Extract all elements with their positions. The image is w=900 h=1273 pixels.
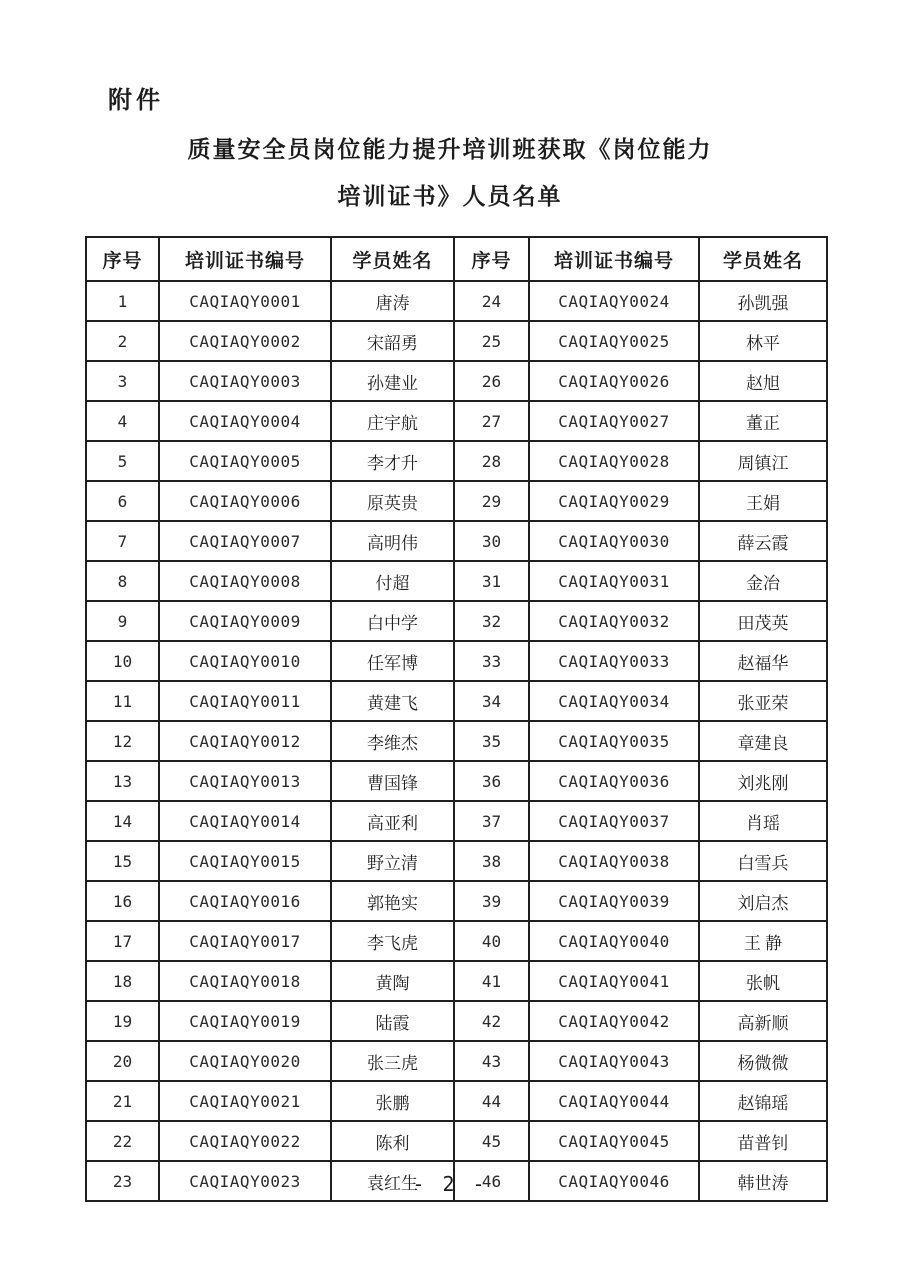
name-cell: 白雪兵 bbox=[699, 841, 827, 881]
name-cell: 唐涛 bbox=[331, 281, 454, 321]
index-cell: 39 bbox=[454, 881, 529, 921]
index-cell: 46 bbox=[454, 1161, 529, 1201]
cert-number-cell: CAQIAQY0041 bbox=[529, 961, 699, 1001]
index-cell: 7 bbox=[86, 521, 159, 561]
cert-number-cell: CAQIAQY0037 bbox=[529, 801, 699, 841]
column-header: 序号 bbox=[454, 237, 529, 281]
table-row bbox=[86, 961, 827, 1001]
cert-number-cell: CAQIAQY0045 bbox=[529, 1121, 699, 1161]
index-cell: 38 bbox=[454, 841, 529, 881]
name-cell: 张帆 bbox=[699, 961, 827, 1001]
table-row bbox=[86, 921, 827, 961]
cert-number-cell: CAQIAQY0038 bbox=[529, 841, 699, 881]
cert-number-cell: CAQIAQY0004 bbox=[159, 401, 331, 441]
index-cell: 45 bbox=[454, 1121, 529, 1161]
name-cell: 袁红生 bbox=[331, 1161, 454, 1201]
index-cell: 30 bbox=[454, 521, 529, 561]
name-cell: 任军博 bbox=[331, 641, 454, 681]
cert-number-cell: CAQIAQY0029 bbox=[529, 481, 699, 521]
name-cell: 刘启杰 bbox=[699, 881, 827, 921]
table-header-row bbox=[86, 237, 827, 281]
index-cell: 13 bbox=[86, 761, 159, 801]
cert-number-cell: CAQIAQY0043 bbox=[529, 1041, 699, 1081]
table-row bbox=[86, 641, 827, 681]
cert-number-cell: CAQIAQY0031 bbox=[529, 561, 699, 601]
roster-table bbox=[85, 236, 828, 1202]
name-cell: 陆霞 bbox=[331, 1001, 454, 1041]
name-cell: 孙凯强 bbox=[699, 281, 827, 321]
attachment-label: 附件 bbox=[108, 88, 164, 114]
index-cell: 14 bbox=[86, 801, 159, 841]
index-cell: 27 bbox=[454, 401, 529, 441]
index-cell: 1 bbox=[86, 281, 159, 321]
table-row bbox=[86, 681, 827, 721]
cert-number-cell: CAQIAQY0023 bbox=[159, 1161, 331, 1201]
index-cell: 15 bbox=[86, 841, 159, 881]
cert-number-cell: CAQIAQY0034 bbox=[529, 681, 699, 721]
table-row bbox=[86, 841, 827, 881]
index-cell: 42 bbox=[454, 1001, 529, 1041]
index-cell: 22 bbox=[86, 1121, 159, 1161]
cert-number-cell: CAQIAQY0042 bbox=[529, 1001, 699, 1041]
table-row bbox=[86, 761, 827, 801]
table-row bbox=[86, 801, 827, 841]
index-cell: 12 bbox=[86, 721, 159, 761]
cert-number-cell: CAQIAQY0040 bbox=[529, 921, 699, 961]
cert-number-cell: CAQIAQY0012 bbox=[159, 721, 331, 761]
cert-number-cell: CAQIAQY0036 bbox=[529, 761, 699, 801]
index-cell: 17 bbox=[86, 921, 159, 961]
page-number: - 2 - bbox=[412, 1172, 488, 1196]
index-cell: 9 bbox=[86, 601, 159, 641]
cert-number-cell: CAQIAQY0044 bbox=[529, 1081, 699, 1121]
cert-number-cell: CAQIAQY0028 bbox=[529, 441, 699, 481]
name-cell: 苗普钊 bbox=[699, 1121, 827, 1161]
name-cell: 李飞虎 bbox=[331, 921, 454, 961]
cert-number-cell: CAQIAQY0015 bbox=[159, 841, 331, 881]
cert-number-cell: CAQIAQY0021 bbox=[159, 1081, 331, 1121]
name-cell: 高新顺 bbox=[699, 1001, 827, 1041]
name-cell: 曹国锋 bbox=[331, 761, 454, 801]
name-cell: 郭艳实 bbox=[331, 881, 454, 921]
index-cell: 43 bbox=[454, 1041, 529, 1081]
table-row bbox=[86, 1041, 827, 1081]
index-cell: 40 bbox=[454, 921, 529, 961]
name-cell: 董正 bbox=[699, 401, 827, 441]
name-cell: 金冶 bbox=[699, 561, 827, 601]
cert-number-cell: CAQIAQY0020 bbox=[159, 1041, 331, 1081]
column-header: 序号 bbox=[86, 237, 159, 281]
cert-number-cell: CAQIAQY0003 bbox=[159, 361, 331, 401]
name-cell: 庄宇航 bbox=[331, 401, 454, 441]
cert-number-cell: CAQIAQY0008 bbox=[159, 561, 331, 601]
index-cell: 41 bbox=[454, 961, 529, 1001]
index-cell: 25 bbox=[454, 321, 529, 361]
index-cell: 20 bbox=[86, 1041, 159, 1081]
table-row bbox=[86, 441, 827, 481]
column-header: 培训证书编号 bbox=[529, 237, 699, 281]
name-cell: 王 静 bbox=[699, 921, 827, 961]
column-header: 学员姓名 bbox=[331, 237, 454, 281]
cert-number-cell: CAQIAQY0005 bbox=[159, 441, 331, 481]
index-cell: 23 bbox=[86, 1161, 159, 1201]
name-cell: 赵福华 bbox=[699, 641, 827, 681]
name-cell: 张鹏 bbox=[331, 1081, 454, 1121]
column-header: 学员姓名 bbox=[699, 237, 827, 281]
index-cell: 21 bbox=[86, 1081, 159, 1121]
index-cell: 35 bbox=[454, 721, 529, 761]
name-cell: 陈利 bbox=[331, 1121, 454, 1161]
cert-number-cell: CAQIAQY0033 bbox=[529, 641, 699, 681]
cert-number-cell: CAQIAQY0026 bbox=[529, 361, 699, 401]
cert-number-cell: CAQIAQY0018 bbox=[159, 961, 331, 1001]
cert-number-cell: CAQIAQY0024 bbox=[529, 281, 699, 321]
table-row bbox=[86, 521, 827, 561]
index-cell: 24 bbox=[454, 281, 529, 321]
cert-number-cell: CAQIAQY0019 bbox=[159, 1001, 331, 1041]
cert-number-cell: CAQIAQY0017 bbox=[159, 921, 331, 961]
cert-number-cell: CAQIAQY0046 bbox=[529, 1161, 699, 1201]
cert-number-cell: CAQIAQY0014 bbox=[159, 801, 331, 841]
cert-number-cell: CAQIAQY0011 bbox=[159, 681, 331, 721]
name-cell: 刘兆刚 bbox=[699, 761, 827, 801]
index-cell: 3 bbox=[86, 361, 159, 401]
index-cell: 33 bbox=[454, 641, 529, 681]
cert-number-cell: CAQIAQY0025 bbox=[529, 321, 699, 361]
name-cell: 韩世涛 bbox=[699, 1161, 827, 1201]
page-title-line1: 质量安全员岗位能力提升培训班获取《岗位能力 bbox=[187, 137, 713, 162]
index-cell: 29 bbox=[454, 481, 529, 521]
cert-number-cell: CAQIAQY0007 bbox=[159, 521, 331, 561]
index-cell: 4 bbox=[86, 401, 159, 441]
index-cell: 34 bbox=[454, 681, 529, 721]
index-cell: 6 bbox=[86, 481, 159, 521]
name-cell: 王娟 bbox=[699, 481, 827, 521]
name-cell: 宋韶勇 bbox=[331, 321, 454, 361]
table-row bbox=[86, 281, 827, 321]
index-cell: 28 bbox=[454, 441, 529, 481]
table-row bbox=[86, 721, 827, 761]
table-row bbox=[86, 361, 827, 401]
name-cell: 赵锦瑶 bbox=[699, 1081, 827, 1121]
name-cell: 付超 bbox=[331, 561, 454, 601]
name-cell: 原英贵 bbox=[331, 481, 454, 521]
cert-number-cell: CAQIAQY0030 bbox=[529, 521, 699, 561]
name-cell: 孙建业 bbox=[331, 361, 454, 401]
name-cell: 野立清 bbox=[331, 841, 454, 881]
index-cell: 16 bbox=[86, 881, 159, 921]
name-cell: 杨微微 bbox=[699, 1041, 827, 1081]
name-cell: 李维杰 bbox=[331, 721, 454, 761]
cert-number-cell: CAQIAQY0013 bbox=[159, 761, 331, 801]
table-row bbox=[86, 1121, 827, 1161]
cert-number-cell: CAQIAQY0027 bbox=[529, 401, 699, 441]
name-cell: 黄陶 bbox=[331, 961, 454, 1001]
cert-number-cell: CAQIAQY0039 bbox=[529, 881, 699, 921]
cert-number-cell: CAQIAQY0009 bbox=[159, 601, 331, 641]
index-cell: 44 bbox=[454, 1081, 529, 1121]
name-cell: 林平 bbox=[699, 321, 827, 361]
index-cell: 36 bbox=[454, 761, 529, 801]
table-row bbox=[86, 561, 827, 601]
name-cell: 张三虎 bbox=[331, 1041, 454, 1081]
name-cell: 周镇江 bbox=[699, 441, 827, 481]
cert-number-cell: CAQIAQY0032 bbox=[529, 601, 699, 641]
table-row bbox=[86, 1001, 827, 1041]
index-cell: 26 bbox=[454, 361, 529, 401]
cert-number-cell: CAQIAQY0001 bbox=[159, 281, 331, 321]
column-header: 培训证书编号 bbox=[159, 237, 331, 281]
index-cell: 18 bbox=[86, 961, 159, 1001]
table-row bbox=[86, 1081, 827, 1121]
cert-number-cell: CAQIAQY0010 bbox=[159, 641, 331, 681]
table-row bbox=[86, 601, 827, 641]
name-cell: 李才升 bbox=[331, 441, 454, 481]
name-cell: 田茂英 bbox=[699, 601, 827, 641]
name-cell: 赵旭 bbox=[699, 361, 827, 401]
name-cell: 高明伟 bbox=[331, 521, 454, 561]
name-cell: 肖瑶 bbox=[699, 801, 827, 841]
cert-number-cell: CAQIAQY0016 bbox=[159, 881, 331, 921]
name-cell: 高亚利 bbox=[331, 801, 454, 841]
table-row bbox=[86, 481, 827, 521]
index-cell: 2 bbox=[86, 321, 159, 361]
index-cell: 32 bbox=[454, 601, 529, 641]
table-row bbox=[86, 401, 827, 441]
name-cell: 章建良 bbox=[699, 721, 827, 761]
name-cell: 张亚荣 bbox=[699, 681, 827, 721]
cert-number-cell: CAQIAQY0002 bbox=[159, 321, 331, 361]
index-cell: 10 bbox=[86, 641, 159, 681]
index-cell: 11 bbox=[86, 681, 159, 721]
index-cell: 5 bbox=[86, 441, 159, 481]
index-cell: 31 bbox=[454, 561, 529, 601]
cert-number-cell: CAQIAQY0006 bbox=[159, 481, 331, 521]
page-title-line2: 培训证书》人员名单 bbox=[337, 184, 563, 209]
index-cell: 37 bbox=[454, 801, 529, 841]
index-cell: 19 bbox=[86, 1001, 159, 1041]
name-cell: 薛云霞 bbox=[699, 521, 827, 561]
cert-number-cell: CAQIAQY0035 bbox=[529, 721, 699, 761]
name-cell: 黄建飞 bbox=[331, 681, 454, 721]
table-row bbox=[86, 321, 827, 361]
name-cell: 白中学 bbox=[331, 601, 454, 641]
cert-number-cell: CAQIAQY0022 bbox=[159, 1121, 331, 1161]
table-row bbox=[86, 881, 827, 921]
index-cell: 8 bbox=[86, 561, 159, 601]
